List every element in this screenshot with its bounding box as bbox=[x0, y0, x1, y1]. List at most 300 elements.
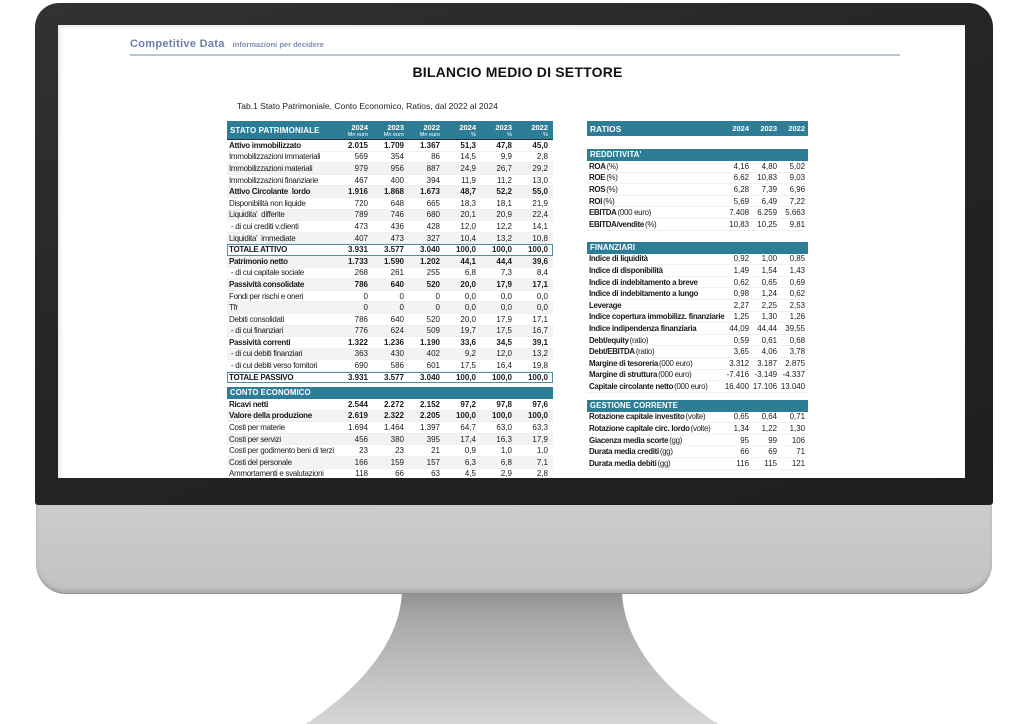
value-2022-mn: 3.040 bbox=[419, 245, 440, 255]
ratio-label: EBITDA/vendite(%) bbox=[589, 219, 657, 229]
ratio-2024: 3.312 bbox=[729, 358, 749, 368]
ratio-2023: 1,24 bbox=[761, 289, 777, 299]
ratio-2023: 17.106 bbox=[752, 381, 777, 391]
brand-tagline: informazioni per decidere bbox=[232, 40, 324, 49]
row-label: Immobilizzazioni immateriali bbox=[229, 152, 321, 162]
value-2024-pct: 33,6 bbox=[460, 337, 476, 347]
column-header-year: 2022 % bbox=[531, 122, 548, 138]
value-2024-mn: 786 bbox=[354, 279, 368, 289]
value-2023-mn: 400 bbox=[390, 175, 404, 185]
ratio-label: Rotazione capitale investito(volte) bbox=[589, 412, 706, 422]
ratio-row bbox=[587, 161, 808, 173]
value-2022-mn: 402 bbox=[426, 349, 440, 359]
value-2023-pct: 7,3 bbox=[500, 268, 512, 278]
ratio-2023: 99 bbox=[768, 435, 777, 445]
value-2023-mn: 473 bbox=[390, 233, 404, 243]
ratios-header bbox=[587, 121, 808, 136]
row-label: Costi per servizi bbox=[229, 434, 281, 444]
value-2023-pct: 0,0 bbox=[500, 291, 512, 301]
value-2024-mn: 690 bbox=[354, 361, 368, 371]
ratio-2022: 13.040 bbox=[780, 381, 805, 391]
ratio-2023: 4,06 bbox=[761, 347, 777, 357]
column-header-year: 2023 Mn euro bbox=[383, 122, 404, 138]
ratio-2024: 0,59 bbox=[733, 335, 749, 345]
value-2024-pct: 0,0 bbox=[464, 291, 476, 301]
table-row bbox=[227, 291, 553, 303]
value-2023-pct: 17,9 bbox=[496, 314, 512, 324]
ratio-label: Capitale circolante netto(000 euro) bbox=[589, 381, 708, 391]
value-2022-pct: 63,3 bbox=[532, 422, 548, 432]
value-2024-mn: 789 bbox=[354, 210, 368, 220]
ratio-row bbox=[587, 277, 808, 289]
ratio-label: ROS(%) bbox=[589, 184, 618, 194]
ratio-label: Margine di tesoreria(000 euro) bbox=[589, 358, 693, 368]
ratio-label: Indice indipendenza finanziaria bbox=[589, 323, 697, 333]
ratio-row bbox=[587, 446, 808, 458]
value-2022-mn: 1.190 bbox=[419, 337, 440, 347]
ratio-2024: 1,25 bbox=[733, 312, 749, 322]
ratio-2023: 1,30 bbox=[761, 312, 777, 322]
value-2022-mn: 509 bbox=[426, 326, 440, 336]
value-2022-mn: 680 bbox=[426, 210, 440, 220]
value-2022-pct: 17,1 bbox=[532, 279, 548, 289]
ratio-label: Debt/EBITDA(ratio) bbox=[589, 347, 655, 357]
value-2022-mn: 157 bbox=[426, 457, 440, 467]
ratio-2023: 115 bbox=[764, 458, 777, 468]
value-2023-pct: 12,2 bbox=[496, 221, 512, 231]
ratio-2024: 0,98 bbox=[733, 289, 749, 299]
row-label: Liquidita' immediate bbox=[229, 233, 296, 243]
row-label: Ammortamenti e svalutazioni bbox=[229, 469, 324, 478]
ratio-2022: 7,22 bbox=[789, 196, 805, 206]
ratio-label: EBITDA(000 euro) bbox=[589, 208, 651, 218]
value-2023-mn: 746 bbox=[390, 210, 404, 220]
value-2023-mn: 1.464 bbox=[383, 422, 404, 432]
value-2022-mn: 1.397 bbox=[419, 422, 440, 432]
column-header-year: 2024 bbox=[732, 124, 749, 133]
value-2024-mn: 2.015 bbox=[347, 140, 368, 150]
value-2023-pct: 44,4 bbox=[496, 256, 512, 266]
ratio-2024: 116 bbox=[736, 458, 749, 468]
ratio-row bbox=[587, 288, 808, 300]
value-2024-pct: 0,9 bbox=[464, 446, 476, 456]
value-2024-mn: 1.322 bbox=[347, 337, 368, 347]
value-2022-pct: 17,1 bbox=[532, 314, 548, 324]
column-header-year: 2022 bbox=[788, 124, 805, 133]
value-2023-pct: 100,0 bbox=[491, 372, 512, 382]
stato-patrimoniale-title: STATO PATRIMONIALE bbox=[230, 125, 320, 135]
redditivita-title: REDDITIVITA' bbox=[587, 149, 808, 161]
column-header-year: 2022 Mn euro bbox=[419, 122, 440, 138]
value-2024-pct: 100,0 bbox=[455, 372, 476, 382]
value-2024-pct: 0,0 bbox=[464, 303, 476, 313]
value-2024-pct: 6,8 bbox=[464, 268, 476, 278]
ratio-2023: 7,39 bbox=[761, 184, 777, 194]
ratio-2022: 1,30 bbox=[789, 424, 805, 434]
value-2022-pct: 1,0 bbox=[536, 446, 548, 456]
value-2022-pct: 100,0 bbox=[527, 245, 548, 255]
table-row bbox=[227, 411, 553, 423]
value-2022-pct: 22,4 bbox=[532, 210, 548, 220]
ratio-2024: 0,62 bbox=[733, 277, 749, 287]
value-2023-pct: 16,4 bbox=[496, 361, 512, 371]
ratio-2024: 7.408 bbox=[729, 208, 749, 218]
value-2024-mn: 0 bbox=[363, 303, 368, 313]
ratio-2022: 2,53 bbox=[789, 300, 805, 310]
value-2024-pct: 19,7 bbox=[460, 326, 476, 336]
ratio-2022: 9,81 bbox=[789, 219, 805, 229]
value-2023-mn: 1.709 bbox=[383, 140, 404, 150]
ratio-2022: 0,71 bbox=[789, 412, 805, 422]
value-2023-mn: 2.272 bbox=[383, 399, 404, 409]
ratio-2022: 3,78 bbox=[789, 347, 805, 357]
value-2024-pct: 48,7 bbox=[460, 187, 476, 197]
value-2023-mn: 66 bbox=[395, 469, 404, 478]
value-2023-pct: 26,7 bbox=[496, 163, 512, 173]
row-label: Tfr bbox=[229, 303, 238, 313]
ratio-2023: 6.259 bbox=[757, 208, 777, 218]
value-2023-mn: 624 bbox=[390, 326, 404, 336]
table-row bbox=[227, 469, 553, 478]
ratio-2023: 4,80 bbox=[761, 161, 777, 171]
ratio-label: Margine di struttura(000 euro) bbox=[589, 370, 692, 380]
ratio-row bbox=[587, 265, 808, 277]
value-2024-mn: 3.931 bbox=[347, 245, 368, 255]
row-label: Passività correnti bbox=[229, 337, 291, 347]
ratio-2024: 1,49 bbox=[733, 265, 749, 275]
value-2022-pct: 16,7 bbox=[532, 326, 548, 336]
value-2023-mn: 354 bbox=[390, 152, 404, 162]
value-2022-mn: 1.673 bbox=[419, 187, 440, 197]
value-2024-pct: 20,1 bbox=[460, 210, 476, 220]
ratio-2024: 16.400 bbox=[724, 381, 749, 391]
table-row bbox=[227, 221, 553, 233]
ratio-2024: 10,83 bbox=[729, 219, 749, 229]
value-2024-pct: 44,1 bbox=[460, 256, 476, 266]
table-row bbox=[227, 314, 553, 326]
row-label: Attivo Circolante lordo bbox=[229, 187, 311, 197]
ratio-2024: 66 bbox=[740, 447, 749, 457]
value-2023-mn: 0 bbox=[399, 303, 404, 313]
ratio-2023: 1,54 bbox=[761, 265, 777, 275]
ratio-row bbox=[587, 300, 808, 312]
value-2024-mn: 1.916 bbox=[347, 187, 368, 197]
value-2023-mn: 640 bbox=[390, 279, 404, 289]
ratio-2023: 0,61 bbox=[761, 335, 777, 345]
brand-logo bbox=[130, 34, 324, 52]
value-2022-pct: 8,4 bbox=[536, 268, 548, 278]
value-2024-pct: 100,0 bbox=[455, 245, 476, 255]
value-2022-mn: 665 bbox=[426, 198, 440, 208]
value-2023-pct: 97,8 bbox=[496, 399, 512, 409]
stand-neck bbox=[306, 593, 718, 724]
value-2024-pct: 14,5 bbox=[460, 152, 476, 162]
monitor-chin bbox=[36, 505, 992, 594]
ratio-2022: -4.337 bbox=[782, 370, 805, 380]
value-2023-mn: 640 bbox=[390, 314, 404, 324]
ratio-row bbox=[587, 381, 808, 393]
ratios-table bbox=[587, 121, 808, 470]
value-2023-pct: 47,8 bbox=[496, 140, 512, 150]
value-2024-pct: 11,9 bbox=[461, 175, 476, 185]
value-2022-pct: 45,0 bbox=[532, 140, 548, 150]
value-2022-pct: 0,0 bbox=[536, 303, 548, 313]
value-2023-mn: 3.577 bbox=[383, 245, 404, 255]
value-2023-pct: 2,9 bbox=[500, 469, 512, 478]
ratio-label: ROA(%) bbox=[589, 161, 619, 171]
value-2022-mn: 327 bbox=[426, 233, 440, 243]
conto-economico-table bbox=[227, 387, 553, 478]
ratio-2024: 6,62 bbox=[733, 173, 749, 183]
value-2024-mn: 166 bbox=[354, 457, 368, 467]
ratio-2023: 0,64 bbox=[761, 412, 777, 422]
ratio-2022: 0,62 bbox=[789, 289, 805, 299]
value-2022-pct: 2,8 bbox=[536, 469, 548, 478]
value-2023-pct: 16,3 bbox=[496, 434, 512, 444]
value-2023-mn: 1.236 bbox=[383, 337, 404, 347]
value-2024-mn: 2.619 bbox=[347, 411, 368, 421]
table-row bbox=[227, 372, 553, 384]
value-2024-mn: 720 bbox=[354, 198, 368, 208]
finanziari-section bbox=[587, 242, 808, 393]
column-header-year: 2024 Mn euro bbox=[347, 122, 368, 138]
row-label: Passività consolidate bbox=[229, 279, 305, 289]
value-2024-pct: 20,0 bbox=[460, 314, 476, 324]
ratio-2024: 0,92 bbox=[733, 254, 749, 264]
ratio-2022: 71 bbox=[796, 447, 805, 457]
ratio-2023: 0,65 bbox=[761, 277, 777, 287]
value-2023-pct: 100,0 bbox=[491, 411, 512, 421]
value-2022-mn: 1.202 bbox=[419, 256, 440, 266]
stato-patrimoniale-table bbox=[227, 121, 553, 383]
row-label: Immobilizzazioni finanziarie bbox=[229, 175, 318, 185]
table-row bbox=[227, 399, 553, 411]
ratio-2023: 10,83 bbox=[757, 173, 777, 183]
ratio-row bbox=[587, 435, 808, 447]
value-2024-mn: 0 bbox=[363, 291, 368, 301]
value-2023-mn: 0 bbox=[399, 291, 404, 301]
value-2023-pct: 11,2 bbox=[497, 175, 512, 185]
value-2023-mn: 436 bbox=[390, 221, 404, 231]
gestione-corrente-section bbox=[587, 400, 808, 470]
value-2022-pct: 0,0 bbox=[536, 291, 548, 301]
ratio-row bbox=[587, 207, 808, 219]
value-2023-mn: 3.577 bbox=[383, 372, 404, 382]
value-2022-mn: 887 bbox=[426, 163, 440, 173]
value-2024-pct: 17,4 bbox=[460, 434, 476, 444]
value-2023-mn: 159 bbox=[390, 457, 404, 467]
ratio-2023: 10,25 bbox=[757, 219, 777, 229]
value-2022-pct: 55,0 bbox=[532, 187, 548, 197]
finanziari-title: FINANZIARI bbox=[587, 242, 808, 254]
ratio-2023: 3.187 bbox=[757, 358, 777, 368]
ratio-2024: 4,16 bbox=[733, 161, 749, 171]
value-2024-mn: 363 bbox=[354, 349, 368, 359]
ratio-2024: -7.416 bbox=[726, 370, 749, 380]
ratio-row bbox=[587, 323, 808, 335]
value-2024-mn: 407 bbox=[354, 233, 368, 243]
ratio-2023: 44,44 bbox=[757, 323, 777, 333]
value-2023-pct: 0,0 bbox=[500, 303, 512, 313]
value-2024-pct: 100,0 bbox=[455, 411, 476, 421]
value-2024-pct: 51,3 bbox=[460, 140, 476, 150]
value-2023-pct: 17,9 bbox=[496, 279, 512, 289]
ratio-2024: 5,69 bbox=[733, 196, 749, 206]
ratio-row bbox=[587, 196, 808, 208]
value-2023-pct: 9,9 bbox=[500, 152, 512, 162]
report-title: BILANCIO MEDIO DI SETTORE bbox=[412, 64, 623, 80]
conto-economico-title: CONTO ECONOMICO bbox=[227, 387, 553, 399]
value-2024-mn: 1.733 bbox=[347, 256, 368, 266]
value-2024-mn: 467 bbox=[354, 175, 368, 185]
value-2024-pct: 10,4 bbox=[460, 233, 476, 243]
value-2024-pct: 18,3 bbox=[460, 198, 476, 208]
value-2024-mn: 473 bbox=[354, 221, 368, 231]
monitor-bezel bbox=[35, 3, 993, 505]
ratio-row bbox=[587, 358, 808, 370]
value-2022-pct: 2,8 bbox=[536, 152, 548, 162]
value-2024-mn: 268 bbox=[354, 268, 368, 278]
ratio-label: Debt/equity(ratio) bbox=[589, 335, 649, 345]
ratio-row bbox=[587, 423, 808, 435]
value-2024-mn: 1.694 bbox=[347, 422, 368, 432]
ratio-row bbox=[587, 254, 808, 266]
ratio-2023: 1,00 bbox=[761, 254, 777, 264]
value-2022-mn: 255 bbox=[426, 268, 440, 278]
table-row bbox=[227, 422, 553, 434]
row-label: - di cui crediti v.clienti bbox=[229, 221, 299, 231]
ratio-label: Rotazione capitale circ. lordo(volte) bbox=[589, 424, 711, 434]
value-2022-pct: 13,2 bbox=[532, 349, 548, 359]
value-2022-mn: 428 bbox=[426, 221, 440, 231]
ratio-2024: 1,34 bbox=[733, 424, 749, 434]
row-label: TOTALE ATTIVO bbox=[229, 245, 288, 255]
ratio-2022: 0,68 bbox=[789, 335, 805, 345]
value-2022-pct: 14,1 bbox=[532, 221, 548, 231]
ratio-row bbox=[587, 312, 808, 324]
value-2023-pct: 1,0 bbox=[500, 446, 512, 456]
table-row bbox=[227, 360, 553, 372]
row-label: - di cui debiti verso fornitori bbox=[229, 361, 318, 371]
ratio-2023: 6,49 bbox=[761, 196, 777, 206]
value-2022-mn: 0 bbox=[435, 291, 440, 301]
ratio-label: Indice di liquidità bbox=[589, 254, 648, 264]
table-row bbox=[227, 445, 553, 457]
row-label: - di cui capitale sociale bbox=[229, 268, 304, 278]
value-2022-pct: 10,8 bbox=[532, 233, 548, 243]
table-row bbox=[227, 434, 553, 446]
table-row bbox=[227, 268, 553, 280]
ratio-label: Giacenza media scorte(gg) bbox=[589, 435, 683, 445]
table-row bbox=[227, 349, 553, 361]
row-label: Disponibilità non liquide bbox=[229, 198, 306, 208]
table-row bbox=[227, 302, 553, 314]
column-header-year: 2023 % bbox=[495, 122, 512, 138]
value-2022-mn: 2.205 bbox=[419, 411, 440, 421]
row-label: Ricavi netti bbox=[229, 399, 269, 409]
row-label: Valore della produzione bbox=[229, 411, 312, 421]
row-label: Costi per godimento beni di terzi bbox=[229, 446, 334, 456]
column-header-year: 2024 % bbox=[459, 122, 476, 138]
row-label: TOTALE PASSIVO bbox=[229, 372, 294, 382]
table-row bbox=[227, 233, 553, 245]
ratio-label: Indice di indebitamento a lungo bbox=[589, 289, 699, 299]
table-row bbox=[227, 175, 553, 187]
table-row bbox=[227, 337, 553, 349]
value-2022-pct: 29,2 bbox=[532, 163, 548, 173]
header-divider bbox=[130, 54, 900, 56]
ratio-2022: 6,96 bbox=[789, 184, 805, 194]
table-row bbox=[227, 210, 553, 222]
row-label: Debiti consolidati bbox=[229, 314, 285, 324]
ratio-2022: 0,69 bbox=[789, 277, 805, 287]
value-2023-mn: 1.868 bbox=[383, 187, 404, 197]
value-2023-mn: 2.322 bbox=[383, 411, 404, 421]
ratio-2023: 1,22 bbox=[761, 424, 777, 434]
value-2024-pct: 97,2 bbox=[460, 399, 476, 409]
value-2022-pct: 100,0 bbox=[527, 372, 548, 382]
stato-patrimoniale-header bbox=[227, 121, 553, 140]
value-2024-mn: 2.544 bbox=[347, 399, 368, 409]
value-2024-mn: 786 bbox=[354, 314, 368, 324]
ratio-2024: 3,65 bbox=[733, 347, 749, 357]
value-2022-pct: 7,1 bbox=[536, 457, 548, 467]
table-row bbox=[227, 186, 553, 198]
value-2022-mn: 2.152 bbox=[419, 399, 440, 409]
ratio-2022: 1,26 bbox=[789, 312, 805, 322]
value-2022-pct: 39,1 bbox=[532, 337, 548, 347]
value-2024-mn: 776 bbox=[354, 326, 368, 336]
ratio-label: ROI(%) bbox=[589, 196, 615, 206]
ratio-2022: 2.875 bbox=[785, 358, 805, 368]
ratios-title: RATIOS bbox=[590, 123, 622, 134]
ratio-2022: 9,03 bbox=[789, 173, 805, 183]
value-2024-mn: 569 bbox=[354, 152, 368, 162]
value-2023-mn: 956 bbox=[390, 163, 404, 173]
value-2022-mn: 21 bbox=[431, 446, 440, 456]
value-2022-pct: 13,0 bbox=[532, 175, 548, 185]
value-2023-mn: 1.590 bbox=[383, 256, 404, 266]
ratio-row bbox=[587, 458, 808, 470]
value-2023-pct: 18,1 bbox=[496, 198, 512, 208]
row-label: Costi per materie bbox=[229, 422, 285, 432]
value-2024-pct: 64,7 bbox=[460, 422, 476, 432]
value-2022-mn: 86 bbox=[431, 152, 440, 162]
row-label: Immobilizzazioni materiali bbox=[229, 163, 313, 173]
ratio-2024: 44,09 bbox=[729, 323, 749, 333]
value-2022-pct: 19,8 bbox=[532, 361, 548, 371]
ratio-2023: -3.149 bbox=[754, 370, 777, 380]
ratio-2023: 69 bbox=[768, 447, 777, 457]
value-2023-mn: 648 bbox=[390, 198, 404, 208]
value-2024-pct: 17,5 bbox=[460, 361, 476, 371]
value-2022-mn: 394 bbox=[426, 175, 440, 185]
value-2022-mn: 601 bbox=[426, 361, 440, 371]
ratio-row bbox=[587, 184, 808, 196]
ratio-2024: 6,28 bbox=[733, 184, 749, 194]
value-2023-pct: 20,9 bbox=[496, 210, 512, 220]
value-2023-mn: 23 bbox=[395, 446, 404, 456]
monitor-stand bbox=[0, 593, 1024, 724]
value-2022-mn: 3.040 bbox=[419, 372, 440, 382]
row-label: - di cui finanziari bbox=[229, 326, 284, 336]
brand-name: Competitive Data bbox=[130, 38, 225, 50]
value-2024-pct: 9,2 bbox=[464, 349, 476, 359]
value-2024-mn: 456 bbox=[354, 434, 368, 444]
value-2023-pct: 100,0 bbox=[491, 245, 512, 255]
ratio-label: Indice copertura immobilizz. finanziarie bbox=[589, 312, 725, 322]
row-label: Fondi per rischi e oneri bbox=[229, 291, 304, 301]
